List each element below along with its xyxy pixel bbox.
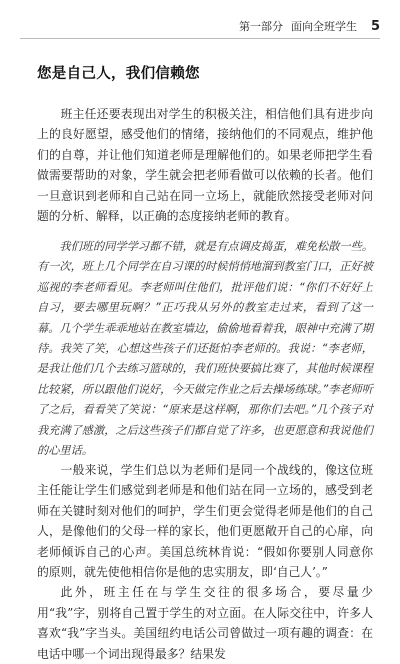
body-block-discussion bbox=[37, 460, 373, 664]
paragraph-discussion: 一般来说，学生们总以为老师们是同一个战线的，像这位班主任能让学生们感觉到老师是和他们站在同一立场的，感受到老师在关键时刻对他们的呵护，学生们更会觉得老师是他们的自己人，是像他们的父母一样的家长，他们更愿敞开自己的心扉，向老师倾诉自己的心声。美国总统林肯说：“假如你要别人同意你的原则，就先使他相信你是他的忠实朋友，即‘自己人’。” bbox=[37, 463, 373, 580]
paragraph-intro: 班主任还要表现出对学生的积极关注，相信他们具有进步向上的良好愿望，感受他们的情绪，接纳他们的不同观点，维护他们的自尊，并让他们知道老师是理解他们的。如果老师把学生看做需要帮助的对象，学生就会把老师看做可以依赖的长者。他们一旦意识到老师和自己站在同一立场上，就能欣然接受老师对问题的分析、解释，以正确的态度接纳老师的教育。 bbox=[37, 107, 373, 224]
body-block-case bbox=[37, 237, 373, 461]
section-title: 您是自己人，我们信赖您 bbox=[37, 66, 200, 82]
header-chapter-label: 面向全班学生 bbox=[290, 20, 357, 33]
header-divider bbox=[20, 38, 380, 39]
paragraph-continuation: 此外，班主任在与学生交往的很多场合，要尽量少用“我”字，别将自己置于学生的对立面。在人际交往中，许多人喜欢“我”字当头。美国纽约电话公司曾做过一项有趣的调查：在电话中哪一个词出现得最多？结果发 bbox=[37, 585, 373, 661]
page-number: 5 bbox=[370, 18, 380, 34]
running-header bbox=[228, 17, 380, 35]
paragraph-case-story: 我们班的同学学习都不错，就是有点调皮捣蛋，难免松散一些。有一次，班上几个同学在自习课的时候悄悄地溜到教室门口，正好被巡视的李老师看见。李老师叫住他们，批评他们说：“你们不好好上自习，要去哪里玩啊？”正巧我从另外的教室走过来，看到了这一幕。几个学生乖乖地站在教室墙边，偷偷地看着我，眼神中充满了期待。我笑了笑，心想这些孩子们还挺怕李老师的。我说：“李老师，是我让他们几个去练习篮球的，我们班快要搞比赛了，其他时候课程比较紧，所以跟他们说好，今天做完作业之后去操场练球。”李老师听了之后，看看笑了笑说：“原来是这样啊，那你们去吧。”几个孩子对我充满了感激，之后这些孩子们都自觉了许多，也更愿意和我说他们的心里话。 bbox=[37, 240, 373, 458]
header-part-label: 第一部分 bbox=[238, 20, 283, 33]
body-block-intro bbox=[37, 104, 373, 226]
